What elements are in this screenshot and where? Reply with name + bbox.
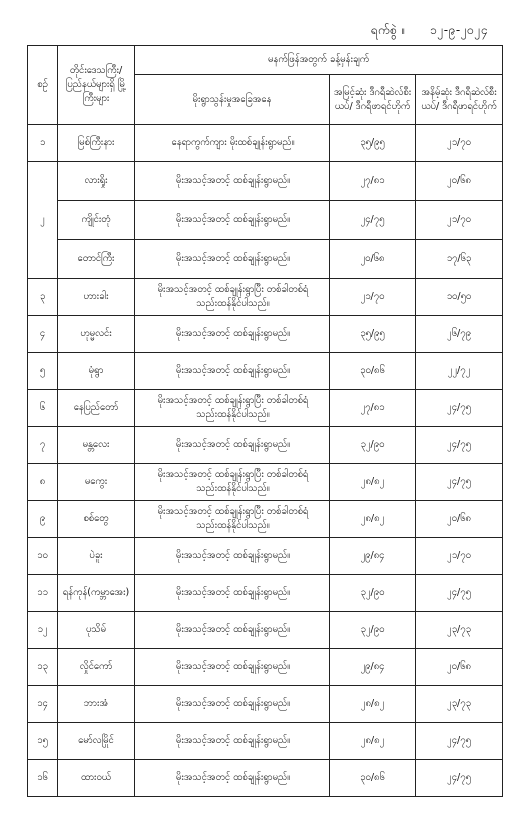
row-min-temp: ၂၀/၆၈ <box>416 501 503 538</box>
row-min-temp: ၂၄/၇၅ <box>416 390 503 427</box>
row-city: မော်လမြိုင် <box>58 723 135 760</box>
row-city: ပုသိမ် <box>58 612 135 649</box>
table-row <box>28 538 503 575</box>
row-no: ၁၂ <box>28 612 58 649</box>
row-max-temp: ၂၇/၈၁ <box>330 162 416 201</box>
row-max-temp: ၃၀/၈၆ <box>330 760 416 797</box>
row-max-temp: ၂၈/၈၂ <box>330 723 416 760</box>
row-max-temp: ၃၀/၈၆ <box>330 353 416 390</box>
table-row <box>28 686 503 723</box>
row-no: ၉ <box>28 501 58 538</box>
row-max-temp: ၂၁/၇၀ <box>330 279 416 316</box>
row-weather: နေရာကွက်ကျား မိုးထစ်ချုန်းရွာမည်။ <box>135 125 330 162</box>
row-city: စစ်တွေ <box>58 501 135 538</box>
row-city: ထားဝယ် <box>58 760 135 797</box>
row-city: မန္တလေး <box>58 427 135 464</box>
row-min-temp: ၂၄/၇၅ <box>416 427 503 464</box>
row-max-temp: ၃၂/၉၀ <box>330 612 416 649</box>
header-no: စဉ် <box>28 46 58 125</box>
row-weather: မိုးအသင့်အတင့် ထစ်ချုန်းရွာမည်။ <box>135 686 330 723</box>
row-weather: မိုးအသင့်အတင့် ထစ်ချုန်းရွာမည်။ <box>135 760 330 797</box>
row-weather: မိုးအသင့်အတင့် ထစ်ချုန်းရွာမည်။ <box>135 162 330 201</box>
row-city: ဘားအံ <box>58 686 135 723</box>
row-city: ဟုမ္မလင်း <box>58 316 135 353</box>
table-row <box>28 612 503 649</box>
row-weather: မိုးအသင့်အတင့် ထစ်ချုန်းရွာမည်။ <box>135 649 330 686</box>
row-min-temp: ၂၃/၇၃ <box>416 612 503 649</box>
row-city: လားရှိုး <box>58 162 135 201</box>
table-row <box>28 279 503 316</box>
row-city: လှိုင်ကော် <box>58 649 135 686</box>
row-max-temp: ၃၅/၉၅ <box>330 316 416 353</box>
header-min-temp: အနိမ့်ဆုံး ဒီဂရီဆဲလ်စီးယပ်/ ဒီဂရီဖာရင်ဟိုက် <box>416 75 503 125</box>
table-row <box>28 240 503 279</box>
report-date <box>350 22 488 40</box>
row-min-temp: ၂၁/၇၀ <box>416 125 503 162</box>
row-min-temp: ၂၀/၆၈ <box>416 649 503 686</box>
row-min-temp: ၁၇/၆၃ <box>416 240 503 279</box>
row-no: ၈ <box>28 464 58 501</box>
row-min-temp: ၂၀/၆၈ <box>416 162 503 201</box>
row-weather: မိုးအသင့်အတင့် ထစ်ချုန်းရွာမည်။ <box>135 427 330 464</box>
row-city: တောင်ကြီး <box>58 240 135 279</box>
row-min-temp: ၂၆/၇၉ <box>416 316 503 353</box>
row-city: ရန်ကုန်(ကမ္ဘာအေး) <box>58 575 135 612</box>
table-row <box>28 501 503 538</box>
row-weather: မိုးအသင့်အတင့် ထစ်ချုန်းရွာပြီး တစ်ခါတစ်ရံ သည်းထန်နိုင်ပါသည်။ <box>135 279 330 316</box>
table-row <box>28 316 503 353</box>
header-forecast-group: မနက်ဖြန်အတွက် ခန့်မှန်းချက် <box>135 46 503 75</box>
row-min-temp: ၂၄/၇၅ <box>416 723 503 760</box>
header-city: တိုင်းဒေသကြီး/ ပြည်နယ်များရှိ မြို့ကြီးများ <box>58 46 135 125</box>
table-row <box>28 353 503 390</box>
row-max-temp: ၂၄/၇၅ <box>330 201 416 240</box>
row-city: ကျိုင်းတုံ <box>58 201 135 240</box>
row-max-temp: ၂၈/၈၂ <box>330 501 416 538</box>
row-min-temp: ၂၄/၇၅ <box>416 575 503 612</box>
row-no: ၆ <box>28 390 58 427</box>
row-min-temp: ၁၀/၅၀ <box>416 279 503 316</box>
row-no: ၁၄ <box>28 686 58 723</box>
table-row <box>28 390 503 427</box>
row-weather: မိုးအသင့်အတင့် ထစ်ချုန်းရွာပြီး တစ်ခါတစ်ရံ သည်းထန်နိုင်ပါသည်။ <box>135 501 330 538</box>
row-no: ၅ <box>28 353 58 390</box>
row-min-temp: ၂၁/၇၀ <box>416 201 503 240</box>
row-no: ၁၆ <box>28 760 58 797</box>
date-label: ရက်စွဲ ။ <box>370 23 406 37</box>
row-city: မြစ်ကြီးနား <box>58 125 135 162</box>
row-no: ၂ <box>28 162 58 279</box>
table-row <box>28 575 503 612</box>
row-max-temp: ၂၈/၈၂ <box>330 686 416 723</box>
row-weather: မိုးအသင့်အတင့် ထစ်ချုန်းရွာမည်။ <box>135 612 330 649</box>
row-weather: မိုးအသင့်အတင့် ထစ်ချုန်းရွာမည်။ <box>135 723 330 760</box>
table-row <box>28 162 503 201</box>
row-no: ၃ <box>28 279 58 316</box>
row-max-temp: ၂၈/၈၂ <box>330 464 416 501</box>
table-row <box>28 760 503 797</box>
row-min-temp: ၂၃/၇၃ <box>416 686 503 723</box>
row-min-temp: ၂၄/၇၅ <box>416 464 503 501</box>
row-max-temp: ၂၀/၆၈ <box>330 240 416 279</box>
row-weather: မိုးအသင့်အတင့် ထစ်ချုန်းရွာမည်။ <box>135 240 330 279</box>
row-weather: မိုးအသင့်အတင့် ထစ်ချုန်းရွာပြီး တစ်ခါတစ်ရံ သည်းထန်နိုင်ပါသည်။ <box>135 464 330 501</box>
row-city: ဟားခါး <box>58 279 135 316</box>
row-no: ၁၃ <box>28 649 58 686</box>
header-weather: မိုးရွာသွန်းမှုအခြေအနေ <box>135 75 330 125</box>
row-weather: မိုးအသင့်အတင့် ထစ်ချုန်းရွာပြီး တစ်ခါတစ်ရံ သည်းထန်နိုင်ပါသည်။ <box>135 390 330 427</box>
table-row <box>28 427 503 464</box>
row-min-temp: ၂၁/၇၀ <box>416 538 503 575</box>
row-max-temp: ၃၂/၉၀ <box>330 575 416 612</box>
row-max-temp: ၃၂/၉၀ <box>330 427 416 464</box>
row-min-temp: ၂၄/၇၅ <box>416 760 503 797</box>
row-weather: မိုးအသင့်အတင့် ထစ်ချုန်းရွာမည်။ <box>135 201 330 240</box>
row-max-temp: ၂၇/၈၁ <box>330 390 416 427</box>
row-no: ၄ <box>28 316 58 353</box>
row-no: ၁ <box>28 125 58 162</box>
row-min-temp: ၂၂/၇၂ <box>416 353 503 390</box>
row-city: မကွေး <box>58 464 135 501</box>
row-max-temp: ၃၅/၉၅ <box>330 125 416 162</box>
table-row <box>28 649 503 686</box>
row-no: ၁၁ <box>28 575 58 612</box>
row-max-temp: ၂၉/၈၄ <box>330 649 416 686</box>
row-no: ၇ <box>28 427 58 464</box>
table-row <box>28 201 503 240</box>
row-weather: မိုးအသင့်အတင့် ထစ်ချုန်းရွာမည်။ <box>135 353 330 390</box>
row-weather: မိုးအသင့်အတင့် ထစ်ချုန်းရွာမည်။ <box>135 538 330 575</box>
table-row <box>28 723 503 760</box>
weather-forecast-table <box>27 45 503 797</box>
row-city: နေပြည်တော် <box>58 390 135 427</box>
row-no: ၁၀ <box>28 538 58 575</box>
table-row <box>28 464 503 501</box>
row-no: ၁၅ <box>28 723 58 760</box>
row-max-temp: ၂၉/၈၄ <box>330 538 416 575</box>
date-value: ၁၂-၉-၂၀၂၄ <box>430 23 488 37</box>
row-city: ပဲခူး <box>58 538 135 575</box>
row-weather: မိုးအသင့်အတင့် ထစ်ချုန်းရွာမည်။ <box>135 575 330 612</box>
table-row <box>28 125 503 162</box>
row-city: မုံရွာ <box>58 353 135 390</box>
row-weather: မိုးအသင့်အတင့် ထစ်ချုန်းရွာမည်။ <box>135 316 330 353</box>
header-max-temp: အမြင့်ဆုံး ဒီဂရီဆဲလ်စီးယပ်/ ဒီဂရီဖာရင်ဟိုက် <box>330 75 416 125</box>
